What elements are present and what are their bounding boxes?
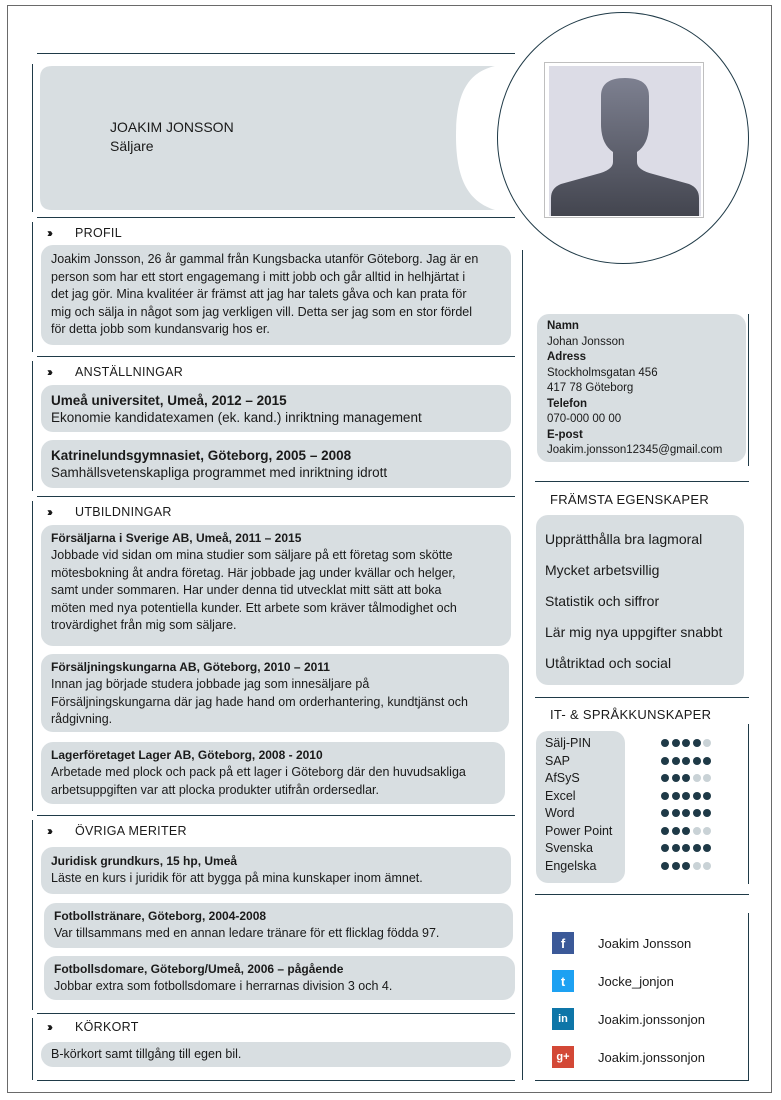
divider [37, 53, 515, 54]
divider [748, 913, 749, 1080]
competence-name: Engelska [545, 858, 597, 873]
contact-label: E-post [547, 428, 583, 441]
divider [37, 217, 515, 218]
contact-address: Stockholmsgatan 456 [547, 366, 658, 379]
profil-text [51, 251, 501, 339]
level-dot-filled [682, 739, 690, 747]
level-dot-filled [682, 757, 690, 765]
social-label: Joakim Jonsson [598, 935, 692, 951]
section-heading-label: ANSTÄLLNINGAR [75, 365, 184, 379]
contact-phone: 070-000 00 00 [547, 413, 622, 425]
egenskaper-box [536, 515, 744, 685]
level-dot-filled [693, 844, 701, 852]
divider [32, 361, 33, 491]
divider [32, 222, 33, 352]
merit-title: Fotbollstränare, Göteborg, 2004-2008 [54, 909, 267, 923]
divider [535, 1080, 749, 1081]
section-heading-label: KÖRKORT [75, 1020, 139, 1034]
divider [37, 1080, 515, 1081]
text-line: Försäljningskungarna där jag hade hand om orderhantering, kundtjänst och [51, 694, 468, 709]
education-item [41, 742, 505, 804]
level-dot-filled [703, 792, 711, 800]
divider [32, 820, 33, 1010]
section-heading-egenskaper: FRÄMSTA EGENSKAPER [550, 492, 710, 507]
social-facebook[interactable] [552, 932, 691, 954]
contact-email[interactable]: Joakim.jonsson12345@gmail.com [547, 444, 723, 456]
linkedin-icon: in [552, 1008, 574, 1030]
merit-text: Jobbar extra som fotbollsdomare i herrarnas division 3 och 4. [54, 979, 393, 993]
merit-text: Läste en kurs i juridik för att bygga på mina kunskaper inom ämnet. [51, 871, 423, 885]
divider [535, 894, 749, 895]
employment-item [41, 385, 511, 432]
text-line: Joakim Jonsson, 26 år gammal från Kungsbacka utanför Göteborg. Jag är en [51, 252, 479, 266]
competence-name: Svenska [545, 841, 593, 855]
divider [535, 697, 749, 698]
level-dots [661, 792, 711, 800]
googleplus-icon: g+ [552, 1046, 574, 1068]
text-line: möten med nya potentiella kunder. Ett arbete som kräver tålmodighet och [51, 600, 457, 615]
section-heading-profil [47, 226, 122, 240]
divider [37, 815, 515, 816]
employment-subtitle: Ekonomie kandidatexamen (ek. kand.) inriktning management [51, 410, 422, 425]
divider [37, 356, 515, 357]
social-googleplus[interactable] [552, 1046, 705, 1068]
competence-name: SAP [545, 753, 571, 768]
contact-box [537, 314, 746, 462]
text-line: trovärdighet från mig som säljare. [51, 618, 237, 632]
level-dot-filled [661, 774, 669, 782]
skill-item: Upprätthålla bra lagmoral [545, 531, 703, 547]
divider [37, 1013, 515, 1014]
section-heading-label: ÖVRIGA MERITER [75, 824, 187, 836]
level-dot-filled [661, 827, 669, 835]
section-heading-korkort [47, 1020, 139, 1034]
level-dot-filled [682, 844, 690, 852]
text-line: mig och sälja in något som jag verkligen vill. Detta ser jag som en stor fördel [51, 304, 473, 319]
level-dot-filled [693, 792, 701, 800]
text-line: Arbetade med plock och pack på ett lager i Göteborg där den huvudsakliga [51, 765, 466, 779]
text-line: arbetsuppgiften var att plocka produkter utifrån ordersedlar. [51, 782, 379, 797]
it-names-box [536, 731, 625, 883]
level-dots [661, 757, 711, 765]
level-dot-filled [661, 792, 669, 800]
social-linkedin[interactable] [552, 1008, 705, 1030]
text-line: samt under sommaren. Har under denna tid utvecklat mitt sätt att boka [51, 583, 442, 597]
skill-item: Utåtriktad och social [545, 655, 672, 671]
text-line: för detta jobb som kundansvarig hos er. [51, 322, 270, 336]
skill-item: Mycket arbetsvillig [545, 562, 660, 578]
person-name: JOAKIM JONSSON [110, 119, 234, 135]
employment-subtitle: Samhällsvetenskapliga programmet med inriktning idrott [51, 465, 388, 480]
level-dots [661, 774, 711, 782]
level-dot-empty [703, 774, 711, 782]
education-title: Lagerföretaget Lager AB, Göteborg, 2008 - 2010 [51, 748, 323, 762]
chevron-icon: ››› [47, 226, 50, 240]
level-dot-filled [661, 809, 669, 817]
level-dot-filled [672, 827, 680, 835]
skill-item: Lär mig nya uppgifter snabbt [545, 624, 723, 640]
level-dots [661, 827, 711, 835]
section-heading-label: PROFIL [75, 226, 122, 240]
level-dot-filled [682, 809, 690, 817]
level-dot-filled [661, 862, 669, 870]
merit-item [44, 956, 515, 1000]
twitter-icon: t [552, 970, 574, 992]
text-line: det jag gör. Mina kvalitéer är främst att jag har talets gåva och kan prata för [51, 287, 467, 301]
chevron-icon: ››› [47, 365, 50, 379]
education-item [41, 654, 509, 732]
competence-name: AfSyS [545, 771, 580, 785]
level-dot-filled [661, 739, 669, 747]
level-dot-filled [672, 792, 680, 800]
skill-item: Statistik och siffror [545, 593, 660, 609]
divider [37, 496, 515, 497]
contact-address: 417 78 Göteborg [547, 382, 634, 394]
divider [535, 481, 749, 482]
contact-label: Telefon [547, 397, 588, 410]
contact-label: Namn [547, 320, 579, 332]
level-dot-empty [693, 862, 701, 870]
photo-frame [544, 62, 704, 218]
merit-title: Juridisk grundkurs, 15 hp, Umeå [51, 854, 238, 868]
level-dot-filled [682, 827, 690, 835]
level-dots [661, 809, 711, 817]
level-dot-filled [672, 809, 680, 817]
merit-item [41, 847, 511, 894]
employment-title: Katrinelundsgymnasiet, Göteborg, 2005 – 2008 [51, 448, 352, 463]
social-twitter[interactable] [552, 970, 674, 992]
text-line: mötesbokning åt andra företag. Här jobbade jag under kvällar och helger, [51, 565, 456, 580]
level-dot-empty [693, 774, 701, 782]
text-line: Jobbade vid sidan om mina studier som säljare på ett företag som skötte [51, 548, 453, 562]
profil-box [41, 245, 511, 345]
section-heading-label: UTBILDNINGAR [75, 505, 172, 519]
section-heading-utbildningar [47, 505, 172, 519]
column-divider [522, 250, 523, 1080]
level-dot-filled [693, 739, 701, 747]
level-dot-filled [672, 774, 680, 782]
competence-name: Excel [545, 788, 576, 803]
level-dot-empty [703, 739, 711, 747]
social-label: Joakim.jonssonjon [598, 1011, 705, 1027]
korkort-box [41, 1042, 511, 1067]
text-line: Innan jag började studera jobbade jag som innesäljare på [51, 677, 370, 691]
divider [32, 64, 33, 212]
chevron-icon: ››› [47, 505, 50, 519]
level-dot-empty [693, 827, 701, 835]
level-dot-filled [703, 757, 711, 765]
competence-name: Sälj-PIN [545, 736, 591, 750]
header-banner [40, 66, 500, 210]
text-line: rådgivning. [51, 712, 113, 726]
avatar-placeholder-icon [549, 66, 701, 216]
job-title: Säljare [110, 138, 154, 154]
level-dots [661, 862, 711, 870]
header-text [110, 118, 234, 156]
text-line: person som har ett stort engagemang i mitt jobb och går alltid in helhjärtat i [51, 269, 466, 284]
merit-text: Var tillsammans med en annan ledare tränare för ett flicklag födda 97. [54, 926, 440, 940]
section-heading-it-sprak: IT- & SPRÅKKUNSKAPER [550, 707, 712, 722]
level-dot-filled [682, 862, 690, 870]
merit-item [44, 903, 513, 948]
contact-name: Johan Jonsson [547, 335, 625, 348]
divider [748, 724, 749, 884]
level-dot-filled [693, 809, 701, 817]
education-title: Försäljningskungarna AB, Göteborg, 2010 – 2011 [51, 660, 330, 674]
social-label: Jocke_jonjon [598, 973, 674, 989]
level-dots [661, 739, 711, 747]
level-dot-filled [693, 757, 701, 765]
merit-title: Fotbollsdomare, Göteborg/Umeå, 2006 – pågående [54, 962, 344, 976]
competence-name: Power Point [545, 823, 613, 838]
section-heading-ovriga [47, 824, 187, 836]
level-dots [661, 844, 711, 852]
level-dot-filled [672, 844, 680, 852]
chevron-icon: ››› [47, 1020, 50, 1034]
employment-item [41, 440, 511, 488]
divider [32, 501, 33, 811]
level-dot-filled [672, 757, 680, 765]
level-dot-filled [661, 757, 669, 765]
education-item [41, 525, 511, 646]
level-dot-empty [703, 862, 711, 870]
divider [748, 314, 749, 466]
level-dot-filled [672, 739, 680, 747]
competence-name: Word [545, 806, 575, 820]
level-dot-empty [703, 827, 711, 835]
level-dot-filled [661, 844, 669, 852]
divider [32, 1018, 33, 1080]
social-label: Joakim.jonssonjon [598, 1049, 705, 1065]
level-dot-filled [682, 774, 690, 782]
level-dot-filled [672, 862, 680, 870]
korkort-text: B-körkort samt tillgång till egen bil. [51, 1047, 242, 1061]
chevron-icon: ››› [47, 824, 50, 836]
level-dot-filled [682, 792, 690, 800]
facebook-icon: f [552, 932, 574, 954]
level-dot-filled [703, 844, 711, 852]
level-dot-filled [703, 809, 711, 817]
contact-label: Adress [547, 351, 586, 363]
education-title: Försäljarna i Sverige AB, Umeå, 2011 – 2015 [51, 531, 302, 545]
employment-title: Umeå universitet, Umeå, 2012 – 2015 [51, 393, 287, 408]
section-heading-anstallningar [47, 365, 183, 379]
